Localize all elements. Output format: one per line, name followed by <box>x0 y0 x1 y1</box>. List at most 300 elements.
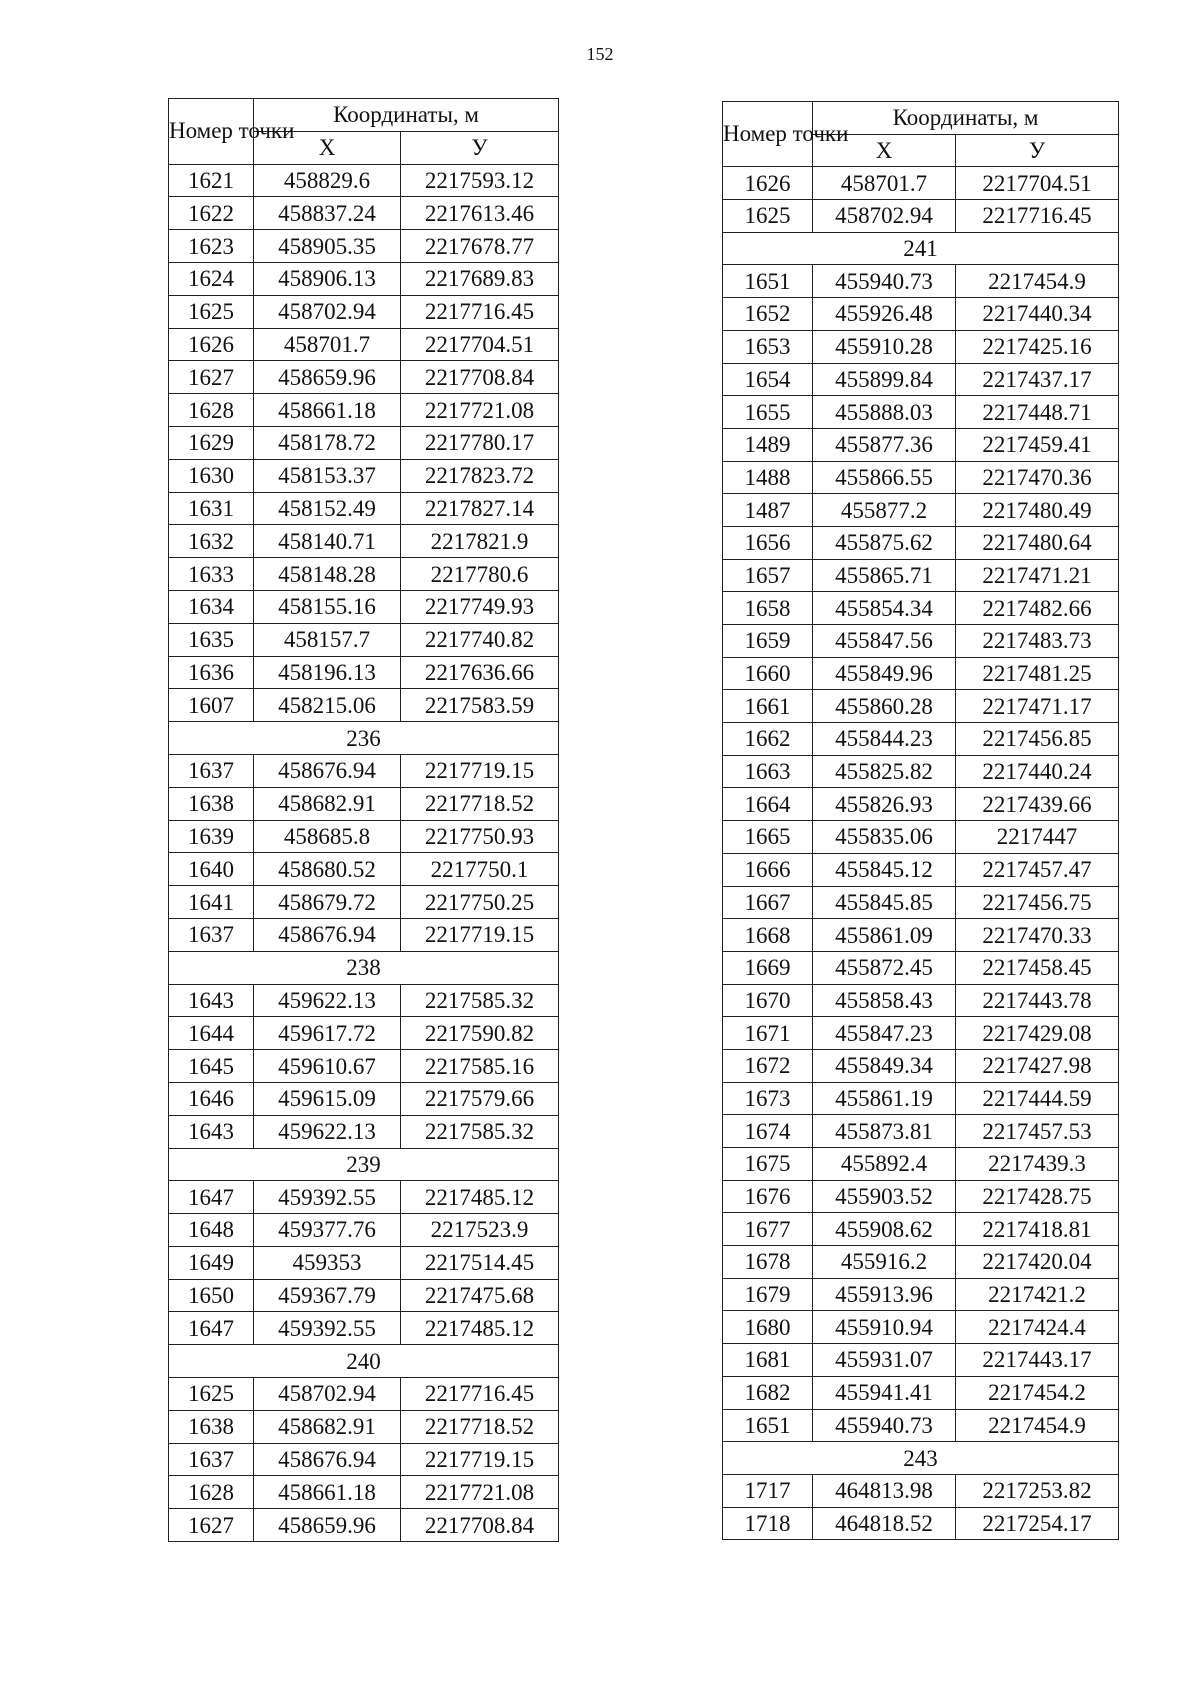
point-number-cell: 1631 <box>169 492 254 525</box>
table-row <box>169 426 559 459</box>
table-row <box>169 1410 559 1443</box>
point-number-cell: 1678 <box>723 1246 813 1279</box>
point-number-cell: 1665 <box>723 821 813 854</box>
header-x: X <box>254 131 401 164</box>
x-coordinate-cell: 455892.4 <box>813 1148 956 1181</box>
x-coordinate-cell: 458676.94 <box>254 754 401 787</box>
point-number-cell: 1681 <box>723 1344 813 1377</box>
y-coordinate-cell: 2217523.9 <box>401 1214 559 1247</box>
point-number-cell: 1651 <box>723 265 813 298</box>
point-number-cell: 1625 <box>169 295 254 328</box>
point-number-cell: 1718 <box>723 1507 813 1540</box>
header-y: У <box>401 131 559 164</box>
point-number-cell: 1651 <box>723 1409 813 1442</box>
point-number-cell: 1663 <box>723 755 813 788</box>
table-row <box>169 1443 559 1476</box>
y-coordinate-cell: 2217689.83 <box>401 262 559 295</box>
point-number-cell: 1644 <box>169 1017 254 1050</box>
y-coordinate-cell: 2217704.51 <box>956 167 1119 200</box>
x-coordinate-cell: 455941.41 <box>813 1376 956 1409</box>
x-coordinate-cell: 458829.6 <box>254 164 401 197</box>
x-coordinate-cell: 455865.71 <box>813 559 956 592</box>
x-coordinate-cell: 455847.23 <box>813 1017 956 1050</box>
x-coordinate-cell: 458680.52 <box>254 853 401 886</box>
point-number-cell: 1652 <box>723 298 813 331</box>
section-label: 240 <box>169 1345 559 1378</box>
x-coordinate-cell: 455888.03 <box>813 396 956 429</box>
point-number-cell: 1628 <box>169 1476 254 1509</box>
y-coordinate-cell: 2217440.34 <box>956 298 1119 331</box>
x-coordinate-cell: 458702.94 <box>254 295 401 328</box>
x-coordinate-cell: 458702.94 <box>254 1378 401 1411</box>
table-row <box>723 984 1119 1017</box>
point-number-cell: 1637 <box>169 918 254 951</box>
section-label: 236 <box>169 722 559 755</box>
x-coordinate-cell: 458701.7 <box>813 167 956 200</box>
section-row <box>169 1148 559 1181</box>
y-coordinate-cell: 2217750.1 <box>401 853 559 886</box>
y-coordinate-cell: 2217716.45 <box>401 295 559 328</box>
table-row <box>169 1050 559 1083</box>
table-row <box>169 886 559 919</box>
y-coordinate-cell: 2217704.51 <box>401 328 559 361</box>
x-coordinate-cell: 455877.2 <box>813 494 956 527</box>
x-coordinate-cell: 458178.72 <box>254 426 401 459</box>
x-coordinate-cell: 455908.62 <box>813 1213 956 1246</box>
x-coordinate-cell: 455844.23 <box>813 723 956 756</box>
point-number-cell: 1659 <box>723 625 813 658</box>
section-row <box>169 722 559 755</box>
x-coordinate-cell: 458679.72 <box>254 886 401 919</box>
x-coordinate-cell: 455910.28 <box>813 330 956 363</box>
point-number-cell: 1661 <box>723 690 813 723</box>
point-number-cell: 1679 <box>723 1278 813 1311</box>
x-coordinate-cell: 458661.18 <box>254 1476 401 1509</box>
point-number-cell: 1628 <box>169 394 254 427</box>
point-number-cell: 1670 <box>723 984 813 1017</box>
x-coordinate-cell: 455940.73 <box>813 265 956 298</box>
y-coordinate-cell: 2217424.4 <box>956 1311 1119 1344</box>
x-coordinate-cell: 458676.94 <box>254 918 401 951</box>
table-row <box>723 1344 1119 1377</box>
x-coordinate-cell: 464818.52 <box>813 1507 956 1540</box>
x-coordinate-cell: 458148.28 <box>254 558 401 591</box>
x-coordinate-cell: 455910.94 <box>813 1311 956 1344</box>
table-row <box>169 1476 559 1509</box>
table-row <box>169 1214 559 1247</box>
table-row <box>723 1213 1119 1246</box>
x-coordinate-cell: 455849.34 <box>813 1049 956 1082</box>
table-row <box>723 886 1119 919</box>
y-coordinate-cell: 2217585.16 <box>401 1050 559 1083</box>
y-coordinate-cell: 2217718.52 <box>401 1410 559 1443</box>
table-row <box>169 689 559 722</box>
table-row <box>169 525 559 558</box>
y-coordinate-cell: 2217421.2 <box>956 1278 1119 1311</box>
x-coordinate-cell: 458152.49 <box>254 492 401 525</box>
y-coordinate-cell: 2217471.17 <box>956 690 1119 723</box>
table-body <box>169 164 559 1541</box>
point-number-cell: 1676 <box>723 1180 813 1213</box>
point-number-cell: 1625 <box>723 200 813 233</box>
x-coordinate-cell: 458682.91 <box>254 1410 401 1443</box>
point-number-cell: 1636 <box>169 656 254 689</box>
point-number-cell: 1637 <box>169 1443 254 1476</box>
x-coordinate-cell: 455875.62 <box>813 526 956 559</box>
y-coordinate-cell: 2217480.64 <box>956 526 1119 559</box>
table-row <box>723 363 1119 396</box>
y-coordinate-cell: 2217448.71 <box>956 396 1119 429</box>
x-coordinate-cell: 458659.96 <box>254 1509 401 1542</box>
table-row <box>723 1311 1119 1344</box>
x-coordinate-cell: 458157.7 <box>254 623 401 656</box>
x-coordinate-cell: 455877.36 <box>813 428 956 461</box>
page-number: 152 <box>586 44 614 64</box>
y-coordinate-cell: 2217428.75 <box>956 1180 1119 1213</box>
table-row <box>169 918 559 951</box>
point-number-cell: 1633 <box>169 558 254 591</box>
x-coordinate-cell: 455903.52 <box>813 1180 956 1213</box>
table-row <box>169 1509 559 1542</box>
table-row <box>169 197 559 230</box>
y-coordinate-cell: 2217471.21 <box>956 559 1119 592</box>
point-number-cell: 1660 <box>723 657 813 690</box>
point-number-cell: 1669 <box>723 951 813 984</box>
header-coordinates: Координаты, м <box>813 102 1119 135</box>
y-coordinate-cell: 2217583.59 <box>401 689 559 722</box>
table-row <box>723 919 1119 952</box>
y-coordinate-cell: 2217420.04 <box>956 1246 1119 1279</box>
x-coordinate-cell: 455845.85 <box>813 886 956 919</box>
table-row <box>169 984 559 1017</box>
x-coordinate-cell: 455872.45 <box>813 951 956 984</box>
y-coordinate-cell: 2217456.85 <box>956 723 1119 756</box>
table-row <box>723 1409 1119 1442</box>
table-body <box>723 167 1119 1540</box>
table-row <box>723 167 1119 200</box>
table-row <box>723 330 1119 363</box>
y-coordinate-cell: 2217827.14 <box>401 492 559 525</box>
x-coordinate-cell: 458682.91 <box>254 787 401 820</box>
point-number-cell: 1625 <box>169 1378 254 1411</box>
table-row <box>723 592 1119 625</box>
x-coordinate-cell: 458659.96 <box>254 361 401 394</box>
table-row <box>169 558 559 591</box>
x-coordinate-cell: 455861.09 <box>813 919 956 952</box>
y-coordinate-cell: 2217721.08 <box>401 394 559 427</box>
x-coordinate-cell: 458215.06 <box>254 689 401 722</box>
y-coordinate-cell: 2217457.53 <box>956 1115 1119 1148</box>
y-coordinate-cell: 2217439.3 <box>956 1148 1119 1181</box>
y-coordinate-cell: 2217443.17 <box>956 1344 1119 1377</box>
header-point-number: Номер точки <box>169 99 254 165</box>
point-number-cell: 1629 <box>169 426 254 459</box>
table-row <box>169 754 559 787</box>
point-number-cell: 1645 <box>169 1050 254 1083</box>
point-number-cell: 1647 <box>169 1312 254 1345</box>
table-row <box>169 787 559 820</box>
point-number-cell: 1638 <box>169 1410 254 1443</box>
y-coordinate-cell: 2217585.32 <box>401 1115 559 1148</box>
point-number-cell: 1717 <box>723 1474 813 1507</box>
table-row <box>723 1049 1119 1082</box>
table-row <box>723 755 1119 788</box>
x-coordinate-cell: 455826.93 <box>813 788 956 821</box>
point-number-cell: 1649 <box>169 1246 254 1279</box>
x-coordinate-cell: 455926.48 <box>813 298 956 331</box>
point-number-cell: 1627 <box>169 1509 254 1542</box>
table-row <box>723 1278 1119 1311</box>
table-row <box>169 853 559 886</box>
x-coordinate-cell: 455858.43 <box>813 984 956 1017</box>
table-row <box>723 1474 1119 1507</box>
y-coordinate-cell: 2217444.59 <box>956 1082 1119 1115</box>
x-coordinate-cell: 459392.55 <box>254 1312 401 1345</box>
y-coordinate-cell: 2217425.16 <box>956 330 1119 363</box>
x-coordinate-cell: 458676.94 <box>254 1443 401 1476</box>
point-number-cell: 1650 <box>169 1279 254 1312</box>
y-coordinate-cell: 2217475.68 <box>401 1279 559 1312</box>
y-coordinate-cell: 2217719.15 <box>401 1443 559 1476</box>
y-coordinate-cell: 2217429.08 <box>956 1017 1119 1050</box>
point-number-cell: 1487 <box>723 494 813 527</box>
point-number-cell: 1638 <box>169 787 254 820</box>
table-row <box>723 951 1119 984</box>
x-coordinate-cell: 455899.84 <box>813 363 956 396</box>
section-label: 241 <box>723 232 1119 265</box>
y-coordinate-cell: 2217590.82 <box>401 1017 559 1050</box>
point-number-cell: 1675 <box>723 1148 813 1181</box>
x-coordinate-cell: 455940.73 <box>813 1409 956 1442</box>
x-coordinate-cell: 459622.13 <box>254 1115 401 1148</box>
y-coordinate-cell: 2217636.66 <box>401 656 559 689</box>
y-coordinate-cell: 2217780.17 <box>401 426 559 459</box>
x-coordinate-cell: 458155.16 <box>254 590 401 623</box>
point-number-cell: 1664 <box>723 788 813 821</box>
x-coordinate-cell: 455860.28 <box>813 690 956 723</box>
table-row <box>169 492 559 525</box>
y-coordinate-cell: 2217481.25 <box>956 657 1119 690</box>
x-coordinate-cell: 455847.56 <box>813 625 956 658</box>
x-coordinate-cell: 458140.71 <box>254 525 401 558</box>
y-coordinate-cell: 2217254.17 <box>956 1507 1119 1540</box>
x-coordinate-cell: 459617.72 <box>254 1017 401 1050</box>
point-number-cell: 1489 <box>723 428 813 461</box>
table-header <box>169 99 559 165</box>
point-number-cell: 1667 <box>723 886 813 919</box>
y-coordinate-cell: 2217750.93 <box>401 820 559 853</box>
table-row <box>169 262 559 295</box>
point-number-cell: 1666 <box>723 853 813 886</box>
point-number-cell: 1626 <box>169 328 254 361</box>
table-row <box>723 690 1119 723</box>
y-coordinate-cell: 2217585.32 <box>401 984 559 1017</box>
point-number-cell: 1639 <box>169 820 254 853</box>
point-number-cell: 1646 <box>169 1082 254 1115</box>
table-row <box>169 590 559 623</box>
point-number-cell: 1671 <box>723 1017 813 1050</box>
point-number-cell: 1634 <box>169 590 254 623</box>
point-number-cell: 1648 <box>169 1214 254 1247</box>
section-label: 243 <box>723 1442 1119 1475</box>
table-row <box>723 723 1119 756</box>
table-row <box>723 461 1119 494</box>
y-coordinate-cell: 2217716.45 <box>956 200 1119 233</box>
point-number-cell: 1673 <box>723 1082 813 1115</box>
table-row <box>169 394 559 427</box>
y-coordinate-cell: 2217456.75 <box>956 886 1119 919</box>
point-number-cell: 1682 <box>723 1376 813 1409</box>
point-number-cell: 1668 <box>723 919 813 952</box>
y-coordinate-cell: 2217749.93 <box>401 590 559 623</box>
table-row <box>723 1507 1119 1540</box>
x-coordinate-cell: 459615.09 <box>254 1082 401 1115</box>
table-row <box>723 1246 1119 1279</box>
coordinates-table-right <box>722 101 1119 1540</box>
point-number-cell: 1624 <box>169 262 254 295</box>
table-row <box>169 1017 559 1050</box>
point-number-cell: 1637 <box>169 754 254 787</box>
section-row <box>723 232 1119 265</box>
x-coordinate-cell: 458701.7 <box>254 328 401 361</box>
y-coordinate-cell: 2217470.33 <box>956 919 1119 952</box>
x-coordinate-cell: 464813.98 <box>813 1474 956 1507</box>
y-coordinate-cell: 2217485.12 <box>401 1312 559 1345</box>
y-coordinate-cell: 2217678.77 <box>401 230 559 263</box>
y-coordinate-cell: 2217821.9 <box>401 525 559 558</box>
table-row <box>169 820 559 853</box>
section-row <box>169 1345 559 1378</box>
x-coordinate-cell: 455916.2 <box>813 1246 956 1279</box>
table-row <box>723 788 1119 821</box>
x-coordinate-cell: 455873.81 <box>813 1115 956 1148</box>
point-number-cell: 1654 <box>723 363 813 396</box>
x-coordinate-cell: 455861.19 <box>813 1082 956 1115</box>
y-coordinate-cell: 2217459.41 <box>956 428 1119 461</box>
point-number-cell: 1627 <box>169 361 254 394</box>
y-coordinate-cell: 2217454.2 <box>956 1376 1119 1409</box>
table-row <box>723 625 1119 658</box>
y-coordinate-cell: 2217514.45 <box>401 1246 559 1279</box>
x-coordinate-cell: 458661.18 <box>254 394 401 427</box>
table-row <box>723 559 1119 592</box>
y-coordinate-cell: 2217485.12 <box>401 1181 559 1214</box>
y-coordinate-cell: 2217482.66 <box>956 592 1119 625</box>
y-coordinate-cell: 2217708.84 <box>401 361 559 394</box>
table-row <box>723 1180 1119 1213</box>
x-coordinate-cell: 455849.96 <box>813 657 956 690</box>
point-number-cell: 1641 <box>169 886 254 919</box>
y-coordinate-cell: 2217721.08 <box>401 1476 559 1509</box>
point-number-cell: 1630 <box>169 459 254 492</box>
x-coordinate-cell: 458905.35 <box>254 230 401 263</box>
table-row <box>723 853 1119 886</box>
y-coordinate-cell: 2217483.73 <box>956 625 1119 658</box>
y-coordinate-cell: 2217740.82 <box>401 623 559 656</box>
section-label: 238 <box>169 951 559 984</box>
x-coordinate-cell: 459622.13 <box>254 984 401 1017</box>
point-number-cell: 1677 <box>723 1213 813 1246</box>
y-coordinate-cell: 2217470.36 <box>956 461 1119 494</box>
y-coordinate-cell: 2217719.15 <box>401 918 559 951</box>
y-coordinate-cell: 2217439.66 <box>956 788 1119 821</box>
point-number-cell: 1647 <box>169 1181 254 1214</box>
y-coordinate-cell: 2217454.9 <box>956 265 1119 298</box>
header-x: X <box>813 134 956 167</box>
y-coordinate-cell: 2217750.25 <box>401 886 559 919</box>
y-coordinate-cell: 2217708.84 <box>401 1509 559 1542</box>
point-number-cell: 1640 <box>169 853 254 886</box>
y-coordinate-cell: 2217480.49 <box>956 494 1119 527</box>
table-row <box>169 623 559 656</box>
point-number-cell: 1632 <box>169 525 254 558</box>
table-row <box>169 459 559 492</box>
x-coordinate-cell: 455866.55 <box>813 461 956 494</box>
x-coordinate-cell: 458837.24 <box>254 197 401 230</box>
x-coordinate-cell: 455854.34 <box>813 592 956 625</box>
point-number-cell: 1662 <box>723 723 813 756</box>
point-number-cell: 1656 <box>723 526 813 559</box>
x-coordinate-cell: 459353 <box>254 1246 401 1279</box>
table-row <box>169 230 559 263</box>
table-row <box>723 1082 1119 1115</box>
point-number-cell: 1626 <box>723 167 813 200</box>
y-coordinate-cell: 2217613.46 <box>401 197 559 230</box>
y-coordinate-cell: 2217454.9 <box>956 1409 1119 1442</box>
point-number-cell: 1643 <box>169 984 254 1017</box>
point-number-cell: 1655 <box>723 396 813 429</box>
point-number-cell: 1672 <box>723 1049 813 1082</box>
table-row <box>723 428 1119 461</box>
section-row <box>723 1442 1119 1475</box>
x-coordinate-cell: 459392.55 <box>254 1181 401 1214</box>
table-row <box>723 1115 1119 1148</box>
section-row <box>169 951 559 984</box>
x-coordinate-cell: 455913.96 <box>813 1278 956 1311</box>
point-number-cell: 1680 <box>723 1311 813 1344</box>
table-row <box>169 1082 559 1115</box>
x-coordinate-cell: 459367.79 <box>254 1279 401 1312</box>
point-number-cell: 1658 <box>723 592 813 625</box>
header-coordinates: Координаты, м <box>254 99 559 132</box>
table-header <box>723 102 1119 167</box>
point-number-cell: 1643 <box>169 1115 254 1148</box>
point-number-cell: 1488 <box>723 461 813 494</box>
table-row <box>723 494 1119 527</box>
table-row <box>169 1378 559 1411</box>
table-row <box>169 1181 559 1214</box>
table-row <box>169 1246 559 1279</box>
x-coordinate-cell: 458196.13 <box>254 656 401 689</box>
x-coordinate-cell: 455825.82 <box>813 755 956 788</box>
x-coordinate-cell: 455931.07 <box>813 1344 956 1377</box>
point-number-cell: 1674 <box>723 1115 813 1148</box>
y-coordinate-cell: 2217458.45 <box>956 951 1119 984</box>
table-row <box>723 1017 1119 1050</box>
section-label: 239 <box>169 1148 559 1181</box>
y-coordinate-cell: 2217418.81 <box>956 1213 1119 1246</box>
x-coordinate-cell: 455845.12 <box>813 853 956 886</box>
point-number-cell: 1607 <box>169 689 254 722</box>
table-row <box>723 298 1119 331</box>
y-coordinate-cell: 2217253.82 <box>956 1474 1119 1507</box>
point-number-cell: 1621 <box>169 164 254 197</box>
y-coordinate-cell: 2217718.52 <box>401 787 559 820</box>
y-coordinate-cell: 2217440.24 <box>956 755 1119 788</box>
table-row <box>169 1115 559 1148</box>
y-coordinate-cell: 2217427.98 <box>956 1049 1119 1082</box>
point-number-cell: 1635 <box>169 623 254 656</box>
